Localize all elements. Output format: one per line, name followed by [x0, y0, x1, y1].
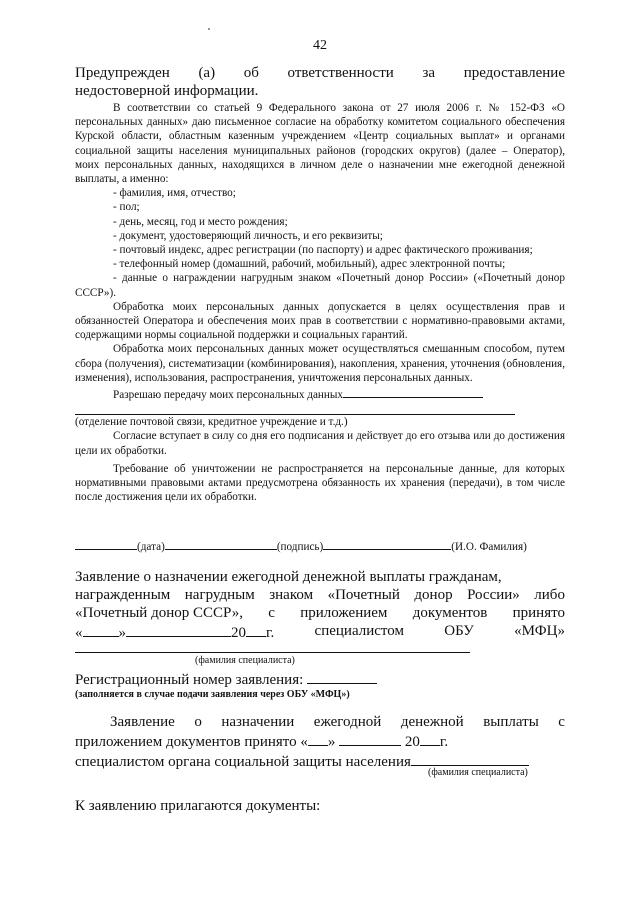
signature-label: (подпись) — [276, 541, 324, 553]
quote-open: « — [300, 734, 308, 750]
mfc-year-field[interactable] — [246, 622, 266, 637]
mfc-word: приложением — [300, 605, 388, 621]
social-specialist-field[interactable] — [411, 751, 529, 766]
mfc-word: «Почетный донор СССР», — [75, 605, 243, 621]
consent-effect: Согласие вступает в силу со дня его подписания и действует до его отзыва или до достижения цели их обработки. — [75, 430, 565, 457]
scan-speck — [208, 28, 210, 30]
mfc-word: знаком — [269, 587, 314, 603]
mfc-line4 — [75, 622, 565, 642]
full-name-field[interactable] — [323, 537, 451, 550]
specialist-word: специалистом — [314, 623, 404, 639]
social-acceptance-block — [75, 713, 565, 771]
consent-purpose: Обработка моих персональных данных допускается в целях осуществления прав и обязанностей Оператора и обеспечения моих прав в соответствии с нормативно-правовыми актами, содержащими нормы социальной поддержки и социальных гарантий. — [75, 300, 565, 342]
registration-note: (заполняется в случае подачи заявления через ОБУ «МФЦ») — [75, 689, 350, 700]
year-prefix: 20 — [231, 625, 246, 641]
warning-word: об — [243, 65, 259, 81]
social-word: денежной — [400, 714, 464, 730]
mfc-date-group — [75, 622, 274, 642]
social-year-field[interactable] — [420, 731, 440, 746]
consent-item: - день, месяц, год и место рождения; — [113, 215, 288, 228]
consent-item: - фамилия, имя, отчество; — [113, 187, 236, 200]
mfc-specialist-field[interactable] — [75, 652, 470, 653]
mfc-word: России» — [467, 587, 520, 603]
mfc-line2 — [75, 586, 565, 604]
consent-intro: В соответствии со статьей 9 Федерального закона от 27 июля 2006 г. № 152-ФЗ «О персональных данных» даю письменное согласие на обработку комитетом социального обеспечения Курской области, областным казенным учреждением «Центр социальных выплат» и органами социальной защиты населения муниципальных районов (городских округов) (далее – Оператор), моих персональных данных, находящихся в личном деле о назначении мне ежегодной денежной выплаты, а именно: — [75, 102, 565, 186]
year-suffix: г. — [266, 625, 275, 641]
date-label: (дата) — [137, 541, 165, 553]
mfc-specialist-hint: (фамилия специалиста) — [195, 655, 295, 666]
attachments-label: К заявлению прилагаются документы: — [75, 798, 321, 814]
mfc-word: документов — [412, 605, 488, 621]
social-word: ежегодной — [313, 714, 382, 730]
quote-close: » — [118, 625, 126, 641]
consent-item: - телефонный номер (домашний, рабочий, мобильный), адрес электронной почты; — [113, 258, 506, 271]
date-field[interactable] — [75, 537, 137, 550]
warning-word: предоставление — [463, 65, 565, 81]
org-word: ОБУ — [444, 623, 474, 639]
warning-word: (а) — [198, 65, 216, 81]
consent-item: - данные о награждении нагрудным знаком «Почетный донор России» («Почетный донор СССР»). — [75, 272, 565, 299]
consent-item: - документ, удостоверяющий личность, и его реквизиты; — [113, 229, 383, 242]
mfc-day-field[interactable] — [83, 622, 119, 637]
full-name-label: (И.О. Фамилия) — [451, 541, 527, 553]
transfer-hint: (отделение почтовой связи, кредитное учреждение и т.д.) — [75, 416, 348, 429]
year-prefix: 20 — [404, 734, 420, 750]
warning-word: Предупрежден — [75, 65, 170, 81]
transfer-label: Разрешаю передачу моих персональных данных — [113, 389, 344, 402]
mfc-word: принято — [512, 605, 565, 621]
transfer-recipient-field-line2[interactable] — [75, 402, 515, 415]
signature-field[interactable] — [165, 537, 277, 550]
consent-section — [75, 101, 565, 504]
org-word: «МФЦ» — [514, 623, 565, 639]
mfc-line1: Заявление о назначении ежегодной денежной выплаты гражданам, — [75, 569, 502, 585]
mfc-acceptance-block — [75, 568, 565, 642]
social-word: с — [558, 714, 565, 730]
year-suffix: г. — [439, 734, 449, 750]
mfc-month-field[interactable] — [126, 622, 231, 637]
warning-word: за — [422, 65, 436, 81]
social-specialist-label: специалистом органа социальной защиты населения — [75, 754, 411, 770]
registration-number-row — [75, 669, 565, 689]
quote-open: « — [75, 625, 83, 641]
liability-warning-line1 — [75, 64, 565, 82]
social-month-field[interactable] — [339, 731, 401, 746]
mfc-word: либо — [534, 587, 565, 603]
consent-destroy: Требование об уничтожении не распространяется на персональные данные, для которых нормативными правовыми актами предусмотрена обязанность их хранения (передачи), в том числе после достижения цели их обработки. — [75, 462, 565, 504]
social-specialist-hint: (фамилия специалиста) — [428, 767, 528, 778]
mfc-word: нагрудным — [184, 587, 255, 603]
mfc-word: донор — [414, 587, 453, 603]
warning-word: ответственности — [287, 65, 394, 81]
social-word: выплаты — [483, 714, 539, 730]
mfc-word: с — [268, 605, 275, 621]
mfc-word: «Почетный — [327, 587, 400, 603]
transfer-permission — [75, 385, 565, 402]
signature-row — [75, 537, 565, 554]
transfer-recipient-field[interactable] — [343, 385, 483, 398]
social-line2 — [75, 731, 565, 751]
social-word: о — [194, 714, 202, 730]
mfc-word: награжденным — [75, 587, 171, 603]
consent-item: - пол; — [113, 201, 140, 214]
registration-number-label: Регистрационный номер заявления: — [75, 672, 304, 688]
social-accepted-label: приложением документов принято — [75, 734, 297, 750]
social-word: назначении — [221, 714, 295, 730]
consent-item: - почтовый индекс, адрес регистрации (по паспорту) и адрес фактического проживания; — [113, 244, 533, 257]
liability-warning — [75, 64, 565, 100]
social-day-field[interactable] — [308, 731, 328, 746]
quote-close: » — [327, 734, 336, 750]
liability-warning-line2: недостоверной информации. — [75, 83, 259, 99]
registration-number-field[interactable] — [307, 669, 377, 684]
consent-method: Обработка моих персональных данных может осуществляться смешанным способом, путем сбора (получения), систематизации (комбинирования), накопления, хранения, уточнения (обновления, изменения), использования, распространения, уничтожения персональных данных. — [75, 343, 565, 384]
social-line1 — [75, 713, 565, 731]
mfc-line3 — [75, 604, 565, 622]
social-word: Заявление — [110, 714, 175, 730]
page-number: 42 — [313, 38, 327, 53]
